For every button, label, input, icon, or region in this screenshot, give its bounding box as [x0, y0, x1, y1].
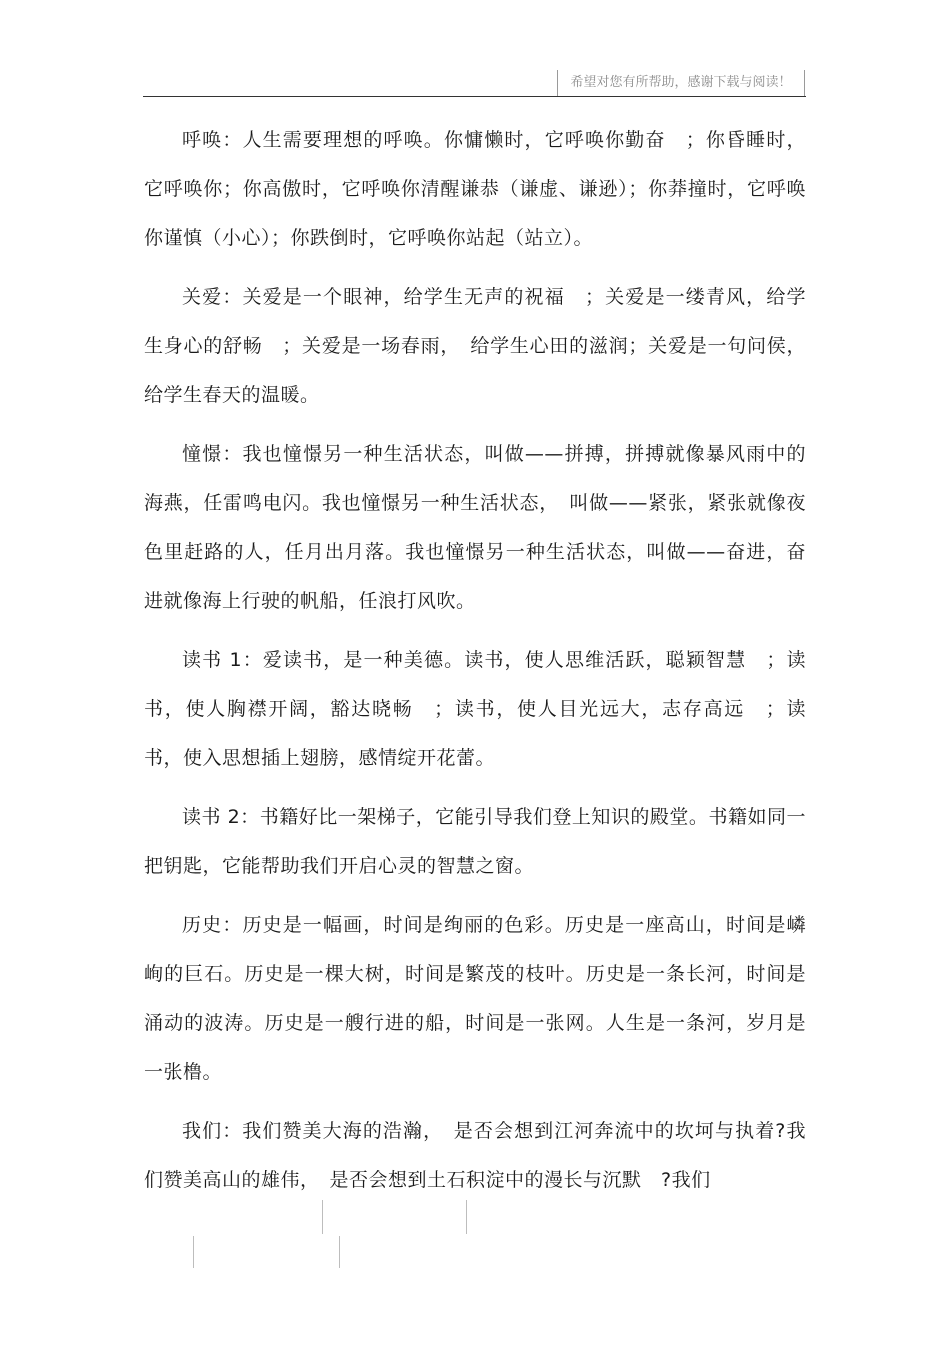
paragraph-dushu-2	[144, 793, 806, 891]
paragraph-term: 历史	[182, 914, 223, 936]
paragraph-term: 读书 2	[182, 806, 241, 828]
paragraph-term: 读书 1	[182, 649, 243, 671]
paragraph-text: ：我们赞美大海的浩瀚， 是否会想到江河奔流中的坎坷与执着?我们赞美高山的雄伟， 是否会想到土石积淀中的漫长与沉默 ?我们	[144, 1120, 806, 1191]
paragraph-women	[144, 1107, 806, 1205]
paragraph-term: 憧憬	[182, 443, 223, 465]
paragraph-text: ：历史是一幅画，时间是绚丽的色彩。历史是一座高山，时间是嶙峋的巨石。历史是一棵大树，时间是繁茂的枝叶。历史是一条长河，时间是涌动的波涛。历史是一艘行进的船，时间是一张网。人生是一条河，岁月是一张橹。	[144, 914, 806, 1083]
document-body	[144, 116, 806, 1215]
paragraph-text: ：爱读书，是一种美德。读书，使人思维活跃，聪颖智慧 ；读书，使人胸襟开阔，豁达晓畅 ；读书，使人目光远大，志存高远 ；读书，使入思想插上翅膀，感情绽开花蕾。	[144, 649, 806, 769]
header-divider	[143, 96, 806, 97]
bottom-vertical-rule-2	[466, 1200, 467, 1234]
paragraph-lishi	[144, 901, 806, 1097]
paragraph-term: 我们	[182, 1120, 223, 1142]
paragraph-chongjing	[144, 430, 806, 626]
bottom-vertical-rule-4	[339, 1236, 340, 1268]
paragraph-huhuan	[144, 116, 806, 263]
paragraph-text: ：人生需要理想的呼唤。你慵懒时，它呼唤你勤奋 ；你昏睡时，它呼唤你；你高傲时，它呼唤你清醒谦恭（谦虚、谦逊）；你莽撞时，它呼唤你谨慎（小心）；你跌倒时，它呼唤你站起（站立）。	[144, 129, 806, 249]
paragraph-text: ：我也憧憬另一种生活状态，叫做——拼搏，拼搏就像暴风雨中的海燕，任雷鸣电闪。我也憧憬另一种生活状态， 叫做——紧张，紧张就像夜色里赶路的人，任月出月落。我也憧憬另一种生活状态，叫做——奋进，奋进就像海上行驶的帆船，任浪打风吹。	[144, 443, 806, 612]
bottom-vertical-rule-3	[193, 1236, 194, 1268]
paragraph-term: 呼唤	[182, 129, 223, 151]
paragraph-guanai	[144, 273, 806, 420]
paragraph-text: ：书籍好比一架梯子，它能引导我们登上知识的殿堂。书籍如同一把钥匙，它能帮助我们开启心灵的智慧之窗。	[144, 806, 806, 877]
paragraph-dushu-1	[144, 636, 806, 783]
paragraph-term: 关爱	[182, 286, 223, 308]
header-note: 希望对您有所帮助，感谢下载与阅读！	[557, 70, 805, 96]
bottom-vertical-rule-1	[322, 1200, 323, 1234]
paragraph-text: ：关爱是一个眼神，给学生无声的祝福 ；关爱是一缕青风，给学生身心的舒畅 ；关爱是一场春雨， 给学生心田的滋润；关爱是一句问侯，给学生春天的温暖。	[144, 286, 806, 406]
